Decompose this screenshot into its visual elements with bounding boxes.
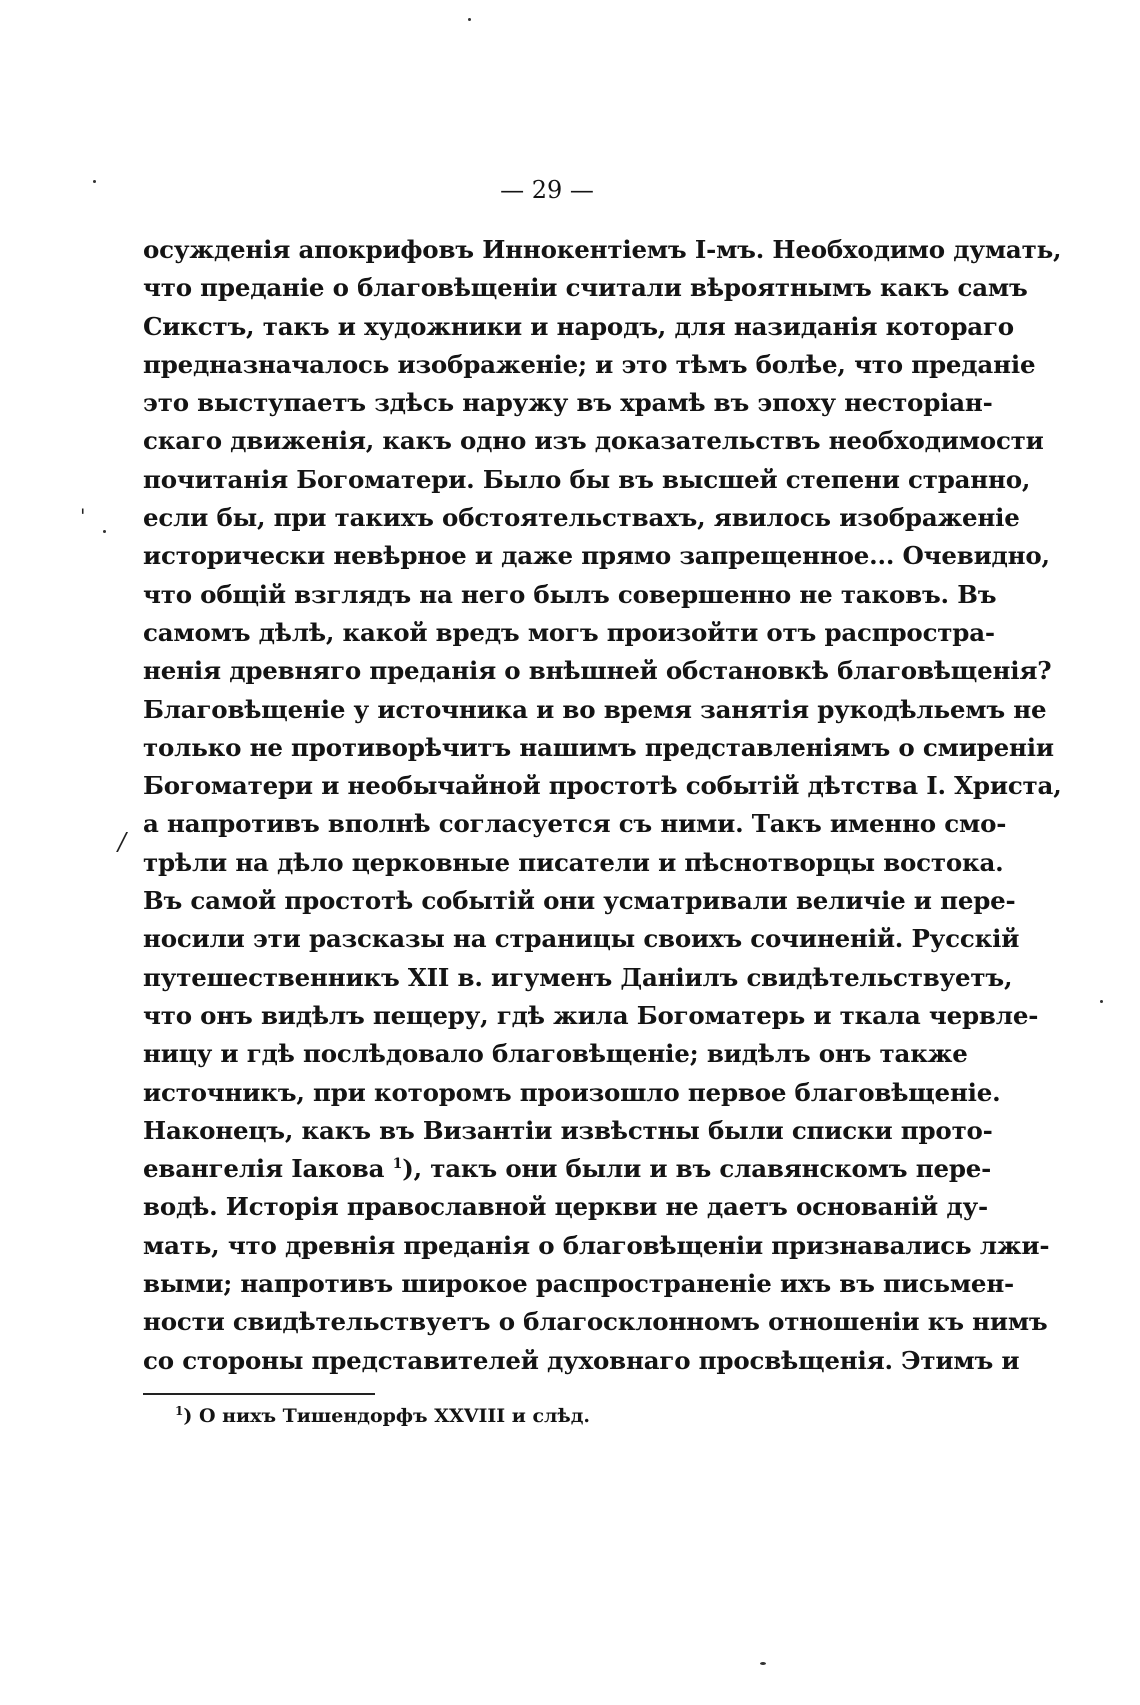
- text-line: почитанія Богоматери. Было бы въ высшей степени странно,: [143, 464, 1031, 494]
- text-line: трѣли на дѣло церковные писатели и пѣснотворцы востока.: [143, 847, 1004, 877]
- text-line: а напротивъ вполнѣ согласуется съ ними. Такъ именно смо-: [143, 809, 1007, 839]
- text-line: ненія древняго преданія о внѣшней обстановкѣ благовѣщенія?: [143, 656, 1052, 686]
- margin-mark: ': [80, 504, 86, 528]
- scan-speck: [760, 1662, 766, 1665]
- text-line: предназначалось изображеніе; и это тѣмъ болѣе, что преданіе: [143, 349, 1036, 379]
- text-line: путешественникъ XII в. игуменъ Даніилъ свидѣтельствуетъ,: [143, 962, 1013, 992]
- text-line: что общій взглядъ на него былъ совершенно не таковъ. Въ: [143, 579, 997, 609]
- text-segment: евангелія Іакова: [143, 1154, 385, 1184]
- footnote-divider: [143, 1393, 375, 1395]
- text-line: мать, что древнія преданія о благовѣщеніи признавались лжи-: [143, 1230, 1050, 1260]
- footnote-reference: 1: [392, 1156, 403, 1173]
- text-line: носили эти разсказы на страницы своихъ сочиненій. Русскій: [143, 924, 1020, 954]
- text-line: Наконецъ, какъ въ Византіи извѣстны были списки прото-: [143, 1115, 993, 1145]
- text-segment: ), такъ они были и въ славянскомъ пере-: [402, 1154, 992, 1184]
- page-number: [0, 176, 1000, 204]
- text-line-with-footnote: [143, 1150, 992, 1188]
- text-line: скаго движенія, какъ одно изъ доказательствъ необходимости: [143, 426, 1044, 456]
- text-line: исторически невѣрное и даже прямо запрещенное... Очевидно,: [143, 541, 1050, 571]
- footnote-marker: 1: [175, 1404, 184, 1418]
- text-line: если бы, при такихъ обстоятельствахъ, явилось изображеніе: [143, 503, 1020, 533]
- margin-mark: /: [118, 828, 127, 856]
- text-line: Въ самой простотѣ событій они усматривали величіе и пере-: [143, 886, 1016, 916]
- text-line: источникъ, при которомъ произошло первое благовѣщеніе.: [143, 1077, 1001, 1107]
- scan-speck: [1100, 1000, 1103, 1003]
- text-line: водѣ. Исторія православной церкви не даетъ основаній ду-: [143, 1192, 988, 1222]
- text-line: только не противорѣчитъ нашимъ представленіямъ о смиреніи: [143, 732, 1054, 762]
- scan-speck: [93, 180, 96, 183]
- text-line: что преданіе о благовѣщеніи считали вѣроятнымъ какъ самъ: [143, 273, 1028, 303]
- text-line: выми; напротивъ широкое распространеніе ихъ въ письмен-: [143, 1269, 1015, 1299]
- text-line: что онъ видѣлъ пещеру, гдѣ жила Богоматерь и ткала червле-: [143, 1000, 1039, 1030]
- page-number-text: — 29 —: [500, 176, 594, 204]
- scan-speck: [468, 18, 471, 21]
- text-line: это выступаетъ здѣсь наружу въ храмѣ въ эпоху несторіан-: [143, 388, 993, 418]
- text-line: со стороны представителей духовнаго просвѣщенія. Этимъ и: [143, 1345, 1020, 1375]
- text-line: Сикстъ, такъ и художники и народъ, для назиданія котораго: [143, 311, 1014, 341]
- footnote: [175, 1405, 590, 1427]
- scan-speck: [103, 530, 106, 533]
- text-line: Благовѣщеніе у источника и во время занятія рукодѣльемъ не: [143, 694, 1047, 724]
- text-line: ницу и гдѣ послѣдовало благовѣщеніе; видѣлъ онъ также: [143, 1039, 968, 1069]
- body-text: [143, 231, 1062, 1380]
- text-line: самомъ дѣлѣ, какой вредъ могъ произойти отъ распростра-: [143, 617, 995, 647]
- text-line: ности свидѣтельствуетъ о благосклонномъ отношеніи къ нимъ: [143, 1307, 1048, 1337]
- footnote-text: ) О нихъ Тишендорфъ XXVIII и слѣд.: [183, 1405, 591, 1427]
- text-line: осужденія апокрифовъ Иннокентіемъ І-мъ. Необходимо думать,: [143, 235, 1062, 264]
- text-line: Богоматери и необычайной простотѣ событій дѣтства І. Христа,: [143, 771, 1062, 801]
